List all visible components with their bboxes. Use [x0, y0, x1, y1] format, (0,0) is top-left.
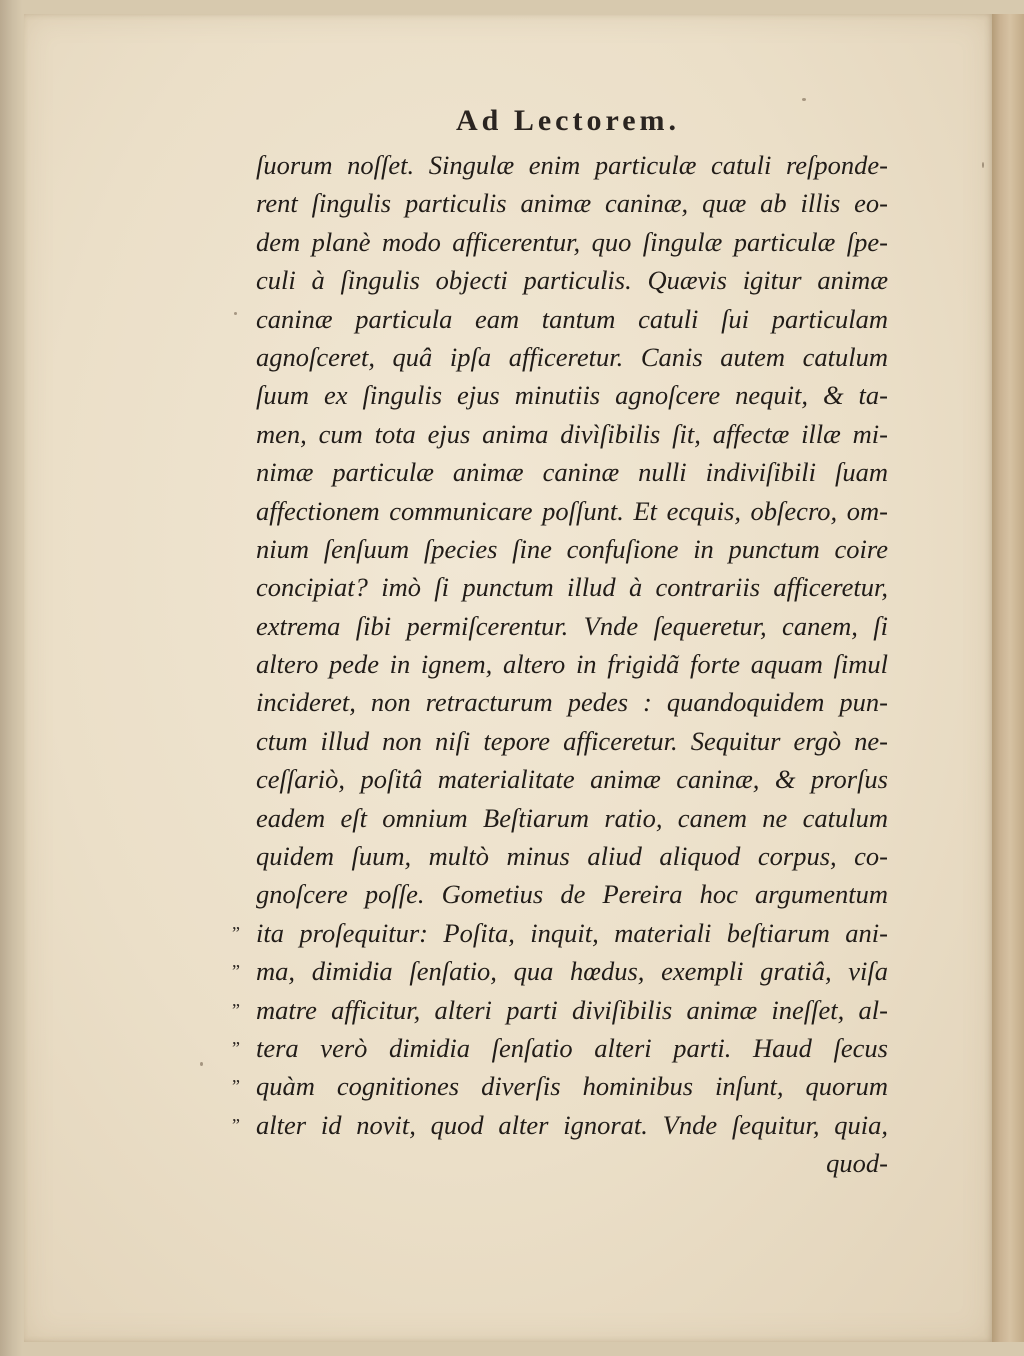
catchword: quod-	[826, 1148, 888, 1179]
text-line	[256, 607, 888, 645]
text-line-content: ctum illud non niſi tepore afficeretur. Sequitur ergò ne-	[256, 725, 888, 756]
text-line	[256, 837, 888, 875]
text-line	[256, 415, 888, 453]
text-line-content: culi à ſingulis objecti particulis. Quævis igitur animæ	[256, 265, 888, 296]
text-line	[256, 338, 888, 376]
paper-speck	[200, 1062, 203, 1066]
marginal-quote-mark: ”	[232, 922, 239, 943]
page-gutter	[992, 14, 1024, 1342]
text-line	[232, 914, 888, 952]
text-line	[232, 952, 888, 990]
text-line	[256, 223, 888, 261]
text-line	[256, 376, 888, 414]
text-line-content: matre afficitur, alteri parti diviſibilis animæ ineſſet, al-	[256, 994, 888, 1025]
text-line-content: dem planè modo afficerentur, quo ſingulæ particulæ ſpe-	[256, 226, 888, 257]
text-line-content: ma, dimidia ſenſatio, qua hœdus, exempli gratiâ, viſa	[256, 956, 888, 987]
text-line	[256, 261, 888, 299]
text-line-content: caninæ particula eam tantum catuli ſui particulam	[256, 303, 888, 334]
marginal-quote-mark: ”	[232, 1114, 239, 1135]
text-line-content: ita proſequitur: Poſita, inquit, materiali beſtiarum ani-	[256, 917, 888, 948]
text-line	[256, 453, 888, 491]
paper-speck	[234, 312, 237, 315]
text-line	[232, 991, 888, 1029]
text-line-content: nium ſenſuum ſpecies ſine confuſione in punctum coire	[256, 533, 888, 564]
text-line-content: altero pede in ignem, altero in frigidã forte aquam ſimul	[256, 649, 888, 680]
text-line-content: concipiat? imò ſi punctum illud à contrariis afficeretur,	[256, 572, 888, 603]
marginal-quote-mark: ”	[232, 999, 239, 1020]
text-line-content: men, cum tota ejus anima divìſibilis ſit, affectæ illæ mi-	[256, 418, 888, 449]
text-line-content: ſuorum noſſet. Singulæ enim particulæ catuli reſponde-	[256, 150, 888, 180]
text-line	[232, 1029, 888, 1067]
marginal-quote-mark: ”	[232, 961, 239, 982]
text-line	[256, 799, 888, 837]
text-line	[256, 300, 888, 338]
text-line	[256, 530, 888, 568]
text-line	[256, 722, 888, 760]
running-head: Ad Lectorem.	[455, 104, 681, 137]
text-line-content: quidem ſuum, multò minus aliud aliquod corpus, co-	[256, 841, 888, 872]
text-line	[232, 1106, 888, 1144]
text-line-content: quàm cognitiones diverſis hominibus inſunt, quorum	[256, 1071, 888, 1102]
text-line-content: affectionem communicare poſſunt. Et ecquis, obſecro, om-	[256, 495, 888, 526]
marginal-quote-mark: ”	[232, 1037, 239, 1058]
text-line	[256, 875, 888, 913]
marginal-quote-mark: ”	[232, 1076, 239, 1097]
text-line-content: alter id novit, quod alter ignorat. Vnde ſequitur, quia,	[256, 1109, 888, 1140]
paper-speck	[982, 162, 984, 168]
text-line-content: ſuum ex ſingulis ejus minutiis agnoſcere nequit, & ta-	[256, 380, 888, 411]
text-line	[256, 683, 888, 721]
text-line-content: tera verò dimidia ſenſatio alteri parti. Haud ſecus	[256, 1032, 888, 1063]
text-line-content: gnoſcere poſſe. Gometius de Pereira hoc argumentum	[256, 879, 888, 910]
text-line	[232, 1067, 888, 1105]
text-line-content: nimæ particulæ animæ caninæ nulli indiviſibili ſuam	[256, 457, 888, 488]
text-line-content: agnoſceret, quâ ipſa afficeretur. Canis autem catulum	[256, 341, 888, 372]
text-line-content: extrema ſibi permiſcerentur. Vnde ſequeretur, canem, ſi	[256, 610, 888, 641]
text-line	[256, 146, 888, 184]
text-line-content: eadem eſt omnium Beſtiarum ratio, canem ne catulum	[256, 802, 888, 833]
text-line-content: rent ſingulis particulis animæ caninæ, quæ ab illis eo-	[256, 188, 888, 219]
paper-speck	[802, 98, 806, 101]
text-line	[256, 184, 888, 222]
text-line	[256, 568, 888, 606]
text-line-content: incideret, non retracturum pedes : quandoquidem pun-	[256, 687, 888, 718]
text-line	[256, 492, 888, 530]
body-text	[232, 146, 888, 1183]
text-line	[256, 645, 888, 683]
text-line	[256, 760, 888, 798]
text-line-content: ceſſariò, poſitâ materialitate animæ caninæ, & prorſus	[256, 764, 888, 795]
